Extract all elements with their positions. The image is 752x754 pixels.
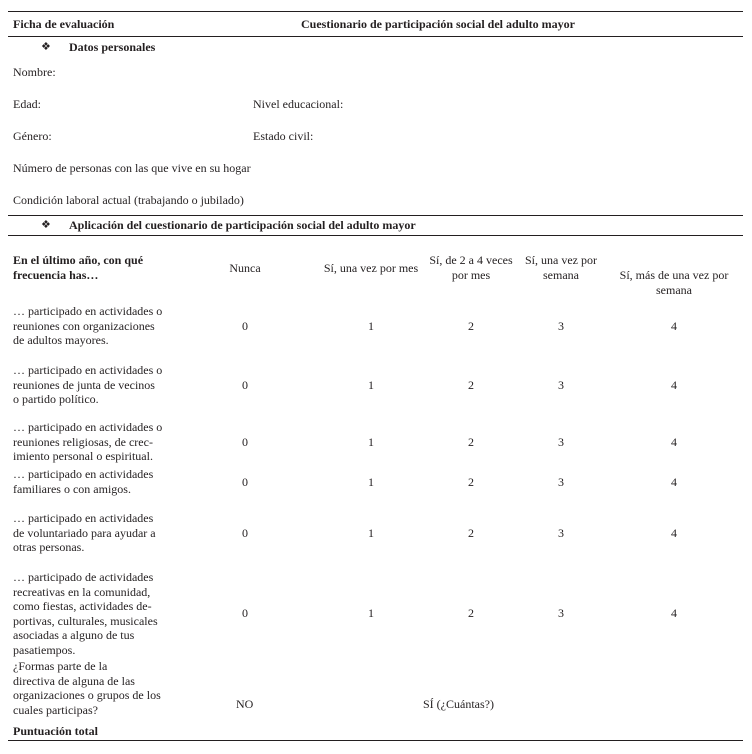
col-header-mas-una-vez-semana: Sí, más de una vez por semana xyxy=(619,268,729,297)
col-header-nunca: Nunca xyxy=(229,261,261,275)
score-cell: 2 xyxy=(468,606,474,620)
field-genero: Género: xyxy=(13,129,52,143)
question-row-text: … participado en actividades o reuniones religiosas, de crec- imiento personal o espiritual. xyxy=(13,420,163,463)
header-rule xyxy=(8,36,743,37)
score-cell: 3 xyxy=(558,526,564,540)
score-cell: 3 xyxy=(558,319,564,333)
question-row-text: … participado en actividades de voluntariado para ayudar a otras personas. xyxy=(13,511,156,554)
score-cell: 0 xyxy=(242,435,248,449)
col-header-2-4-veces: Sí, de 2 a 4 veces por mes xyxy=(429,253,513,282)
score-cell: 3 xyxy=(558,378,564,392)
score-cell: 4 xyxy=(671,606,677,620)
section-rule xyxy=(8,215,743,216)
question-row-text: … participado en actividades familiares o con amigos. xyxy=(13,467,154,496)
score-cell: 2 xyxy=(468,526,474,540)
bullet-icon: ❖ xyxy=(41,219,51,231)
question-row-text: … participado en actividades o reuniones con organizaciones de adultos mayores. xyxy=(13,304,163,347)
question-row-text: … participado de actividades recreativas en la comunidad, como fiestas, actividades de- portivas, culturales, musicales asociadas a alguno de tus pasatiempos. xyxy=(13,570,158,657)
col-header-una-vez-semana: Sí, una vez por semana xyxy=(525,253,597,282)
score-cell: 1 xyxy=(368,378,374,392)
bottom-rule xyxy=(8,740,743,741)
score-cell: 1 xyxy=(368,319,374,333)
directiva-si: SÍ (¿Cuántas?) xyxy=(423,697,494,711)
score-cell: 1 xyxy=(368,606,374,620)
score-cell: 0 xyxy=(242,526,248,540)
header-right: Cuestionario de participación social del adulto mayor xyxy=(301,17,575,31)
bullet-icon: ❖ xyxy=(41,41,51,53)
score-cell: 2 xyxy=(468,378,474,392)
field-nivel-educacional: Nivel educacional: xyxy=(253,97,344,111)
field-estado-civil: Estado civil: xyxy=(253,129,314,143)
score-cell: 0 xyxy=(242,378,248,392)
total-score-label: Puntuación total xyxy=(13,724,99,738)
directiva-question: ¿Formas parte de la directiva de alguna de las organizaciones o grupos de los cuales participas? xyxy=(13,659,161,717)
score-cell: 2 xyxy=(468,435,474,449)
score-cell: 1 xyxy=(368,475,374,489)
field-nombre: Nombre: xyxy=(13,65,56,79)
field-condicion-laboral: Condición laboral actual (trabajando o jubilado) xyxy=(13,193,244,207)
score-cell: 4 xyxy=(671,319,677,333)
directiva-no: NO xyxy=(236,697,254,711)
score-cell: 2 xyxy=(468,475,474,489)
question-row-text: … participado en actividades o reuniones de junta de vecinos o partido político. xyxy=(13,363,163,406)
personal-section-title: Datos personales xyxy=(69,40,156,54)
questionnaire-section-title: Aplicación del cuestionario de participación social del adulto mayor xyxy=(69,218,416,232)
score-cell: 4 xyxy=(671,526,677,540)
score-cell: 0 xyxy=(242,319,248,333)
score-cell: 3 xyxy=(558,435,564,449)
top-rule xyxy=(8,11,743,12)
score-cell: 1 xyxy=(368,526,374,540)
section-title-rule xyxy=(8,235,743,236)
score-cell: 3 xyxy=(558,475,564,489)
header-left: Ficha de evaluación xyxy=(13,17,115,31)
question-header: En el último año, con qué frecuencia has… xyxy=(13,253,144,282)
field-numero-personas: Número de personas con las que vive en su hogar xyxy=(13,161,251,175)
score-cell: 2 xyxy=(468,319,474,333)
score-cell: 4 xyxy=(671,378,677,392)
col-header-una-vez-mes: Sí, una vez por mes xyxy=(323,261,419,275)
score-cell: 4 xyxy=(671,435,677,449)
score-cell: 0 xyxy=(242,606,248,620)
score-cell: 3 xyxy=(558,606,564,620)
field-edad: Edad: xyxy=(13,97,41,111)
score-cell: 4 xyxy=(671,475,677,489)
score-cell: 1 xyxy=(368,435,374,449)
score-cell: 0 xyxy=(242,475,248,489)
